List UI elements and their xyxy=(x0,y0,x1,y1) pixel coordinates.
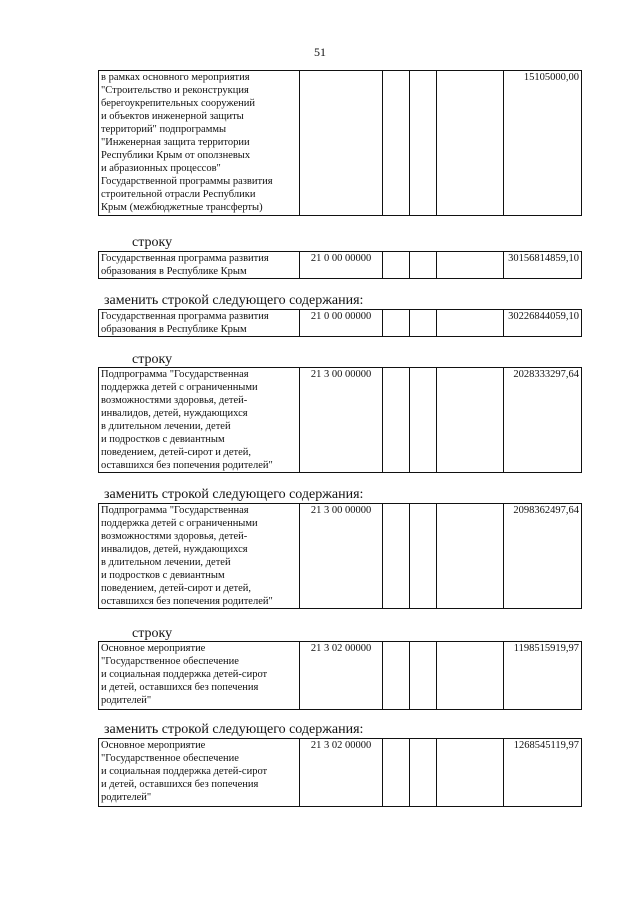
row-code: 21 3 00 00000 xyxy=(300,368,383,473)
table-row xyxy=(99,504,582,609)
empty-cell xyxy=(383,310,410,337)
row-name: в рамках основного мероприятия "Строительство и реконструкция берегоукрепительных сооружений и объектов инженерной защиты территорий" подпрограммы "Инженерная защита территории Республики Крым от оползневых и абразионных процессов" Государственной программы развития строительной отрасли Республики Крым (межбюджетные трансферты) xyxy=(99,71,300,216)
table-row xyxy=(99,71,582,216)
table-row xyxy=(99,739,582,807)
row-amount: 1268545119,97 xyxy=(504,739,582,807)
empty-cell xyxy=(437,739,504,807)
empty-cell xyxy=(383,368,410,473)
empty-cell xyxy=(437,504,504,609)
empty-cell xyxy=(410,368,437,473)
row-code: 21 0 00 00000 xyxy=(300,310,383,337)
row-amount: 2098362497,64 xyxy=(504,504,582,609)
row-name: Государственная программа развития образования в Республике Крым xyxy=(99,310,300,337)
row-code: 21 3 00 00000 xyxy=(300,504,383,609)
table-row xyxy=(99,310,582,337)
empty-cell xyxy=(437,252,504,279)
empty-cell xyxy=(383,739,410,807)
row-name: Государственная программа развития образования в Республике Крым xyxy=(99,252,300,279)
row-amount: 2028333297,64 xyxy=(504,368,582,473)
empty-cell xyxy=(383,252,410,279)
empty-cell xyxy=(410,504,437,609)
row-code: 21 0 00 00000 xyxy=(300,252,383,279)
row-name: Основное мероприятие "Государственное обеспечение и социальная поддержка детей-сирот и детей, оставшихся без попечения родителей" xyxy=(99,642,300,710)
empty-cell xyxy=(410,310,437,337)
empty-cell xyxy=(437,368,504,473)
row-code: 21 3 02 00000 xyxy=(300,642,383,710)
budget-table-new-subprogram xyxy=(98,503,582,609)
phrase-line: строку xyxy=(132,626,173,641)
empty-cell xyxy=(383,642,410,710)
budget-table-old-subprogram xyxy=(98,367,582,473)
budget-table-continuation xyxy=(98,70,582,216)
empty-cell xyxy=(410,71,437,216)
table-row xyxy=(99,252,582,279)
phrase-replace: заменить строкой следующего содержания: xyxy=(104,722,364,737)
row-code xyxy=(300,71,383,216)
row-amount: 30226844059,10 xyxy=(504,310,582,337)
phrase-replace: заменить строкой следующего содержания: xyxy=(104,487,364,502)
phrase-line: строку xyxy=(132,235,173,250)
row-amount: 30156814859,10 xyxy=(504,252,582,279)
row-amount: 15105000,00 xyxy=(504,71,582,216)
empty-cell xyxy=(410,739,437,807)
empty-cell xyxy=(437,71,504,216)
row-amount: 1198515919,97 xyxy=(504,642,582,710)
budget-table-old-program xyxy=(98,251,582,279)
budget-table-new-measure xyxy=(98,738,582,807)
budget-table-new-program xyxy=(98,309,582,337)
empty-cell xyxy=(410,642,437,710)
empty-cell xyxy=(437,642,504,710)
table-row xyxy=(99,368,582,473)
empty-cell xyxy=(383,71,410,216)
phrase-line: строку xyxy=(132,352,173,367)
empty-cell xyxy=(383,504,410,609)
row-name: Основное мероприятие "Государственное обеспечение и социальная поддержка детей-сирот и детей, оставшихся без попечения родителей" xyxy=(99,739,300,807)
page-number: 51 xyxy=(314,45,326,59)
budget-table-old-measure xyxy=(98,641,582,710)
phrase-replace: заменить строкой следующего содержания: xyxy=(104,293,364,308)
table-row xyxy=(99,642,582,710)
row-name: Подпрограмма "Государственная поддержка детей с ограниченными возможностями здоровья, детей- инвалидов, детей, нуждающихся в длительном лечении, детей и подростков с девиантным поведением, детей-сирот и детей, оставшихся без попечения родителей" xyxy=(99,368,300,473)
empty-cell xyxy=(410,252,437,279)
row-name: Подпрограмма "Государственная поддержка детей с ограниченными возможностями здоровья, детей- инвалидов, детей, нуждающихся в длительном лечении, детей и подростков с девиантным поведением, детей-сирот и детей, оставшихся без попечения родителей" xyxy=(99,504,300,609)
row-code: 21 3 02 00000 xyxy=(300,739,383,807)
empty-cell xyxy=(437,310,504,337)
